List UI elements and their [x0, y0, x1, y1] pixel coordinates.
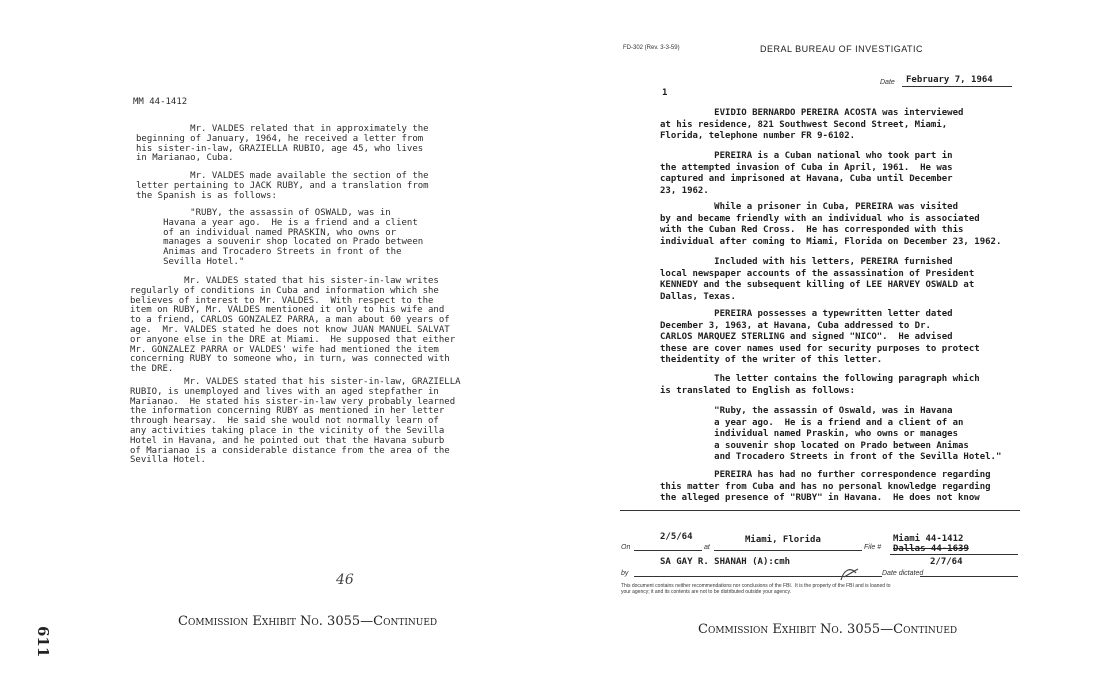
on-value: 2/5/64 [660, 532, 693, 542]
right-paragraph-8: PEREIRA has had no further correspondence regarding this matter from Cuba and has no personal knowledge regarding the alleged presence of "RUBY" in Havana. He does not know [660, 470, 991, 503]
fbi-disclaimer: This document contains neither recommendations nor conclusions of the FBI. It is the property of the FBI and is loaned to your agency; it and its contents are not to be distributed outside your agency. [621, 583, 891, 595]
date-dictated-underline [920, 576, 1018, 577]
right-quote-paragraph: "Ruby, the assassin of Oswald, was in Havana a year ago. He is a friend and a client of an individual named Praskin, who owns or manages a souvenir shop located on Prado between Animas and Trocadero Streets in front of the Sevilla Hotel." [714, 406, 1002, 462]
at-underline [714, 550, 862, 551]
at-label: at [704, 544, 710, 551]
right-paragraph-3: While a prisoner in Cuba, PEREIRA was visited by and became friendly with an individual who is associated with the Cuban Red Cross. He has corresponded with this individual after coming to Miami, Florida on December 23, 1962. [660, 202, 1002, 247]
left-paragraph-4: Mr. VALDES stated that his sister-in-law writes regularly of conditions in Cuba and information which she believes of interest to Mr. VALDES. With respect to the item on RUBY, Mr. VALDES mentioned it only to his wife and to a friend, CARLOS GONZALEZ PARRA, a man about 60 years of age. Mr. VALDES stated he does not know JUAN MANUEL SALVAT or anyone else in the DRE at Miami. He supposed that either Mr. GONZALEZ PARRA or VALDES' wife had mentioned the item concerning RUBY to someone who, in turn, was connected with the DRE. [130, 276, 456, 375]
by-value: SA GAY R. SHANAH (A):cmh [660, 557, 791, 567]
right-paragraph-2: PEREIRA is a Cuban national who took part in the attempted invasion of Cuba in April, 1961. He was captured and imprisoned at Havana, Cuba until December 23, 1962. [660, 151, 953, 196]
footer-top-rule [620, 510, 1020, 511]
right-paragraph-5: PEREIRA possesses a typewritten letter dated December 3, 1963, at Havana, Cuba addressed to Dr. CARLOS MARQUEZ STERLING and signed "NICO". He advised these are cover names used for security purposes to protect theidentity of the writer of this letter. [660, 309, 980, 365]
file-underline [890, 554, 1018, 555]
left-quote-paragraph: "RUBY, the assassin of OSWALD, was in Havana a year ago. He is a friend and a client of an individual named PRASKIN, who owns or manages a souvenir shop located on Prado between Animas and Trocadero Streets in front of the Sevilla Hotel." [163, 208, 424, 267]
right-paragraph-1: EVIDIO BERNARDO PEREIRA ACOSTA was interviewed at his residence, 821 Southwest Second Street, Miami, Florida, telephone number FR 9-6102. [660, 108, 964, 141]
date-dictated-label: Date dictated [882, 570, 924, 577]
on-underline [634, 550, 702, 551]
on-label: On [621, 544, 631, 551]
left-paragraph-1: Mr. VALDES related that in approximately the beginning of January, 1964, he received a letter from his sister-in-law, GRAZIELLA RUBIO, age 45, who lives in Marianao, Cuba. [136, 124, 429, 164]
handwritten-page-mark: 46 [336, 572, 354, 588]
left-paragraph-5: Mr. VALDES stated that his sister-in-law, GRAZIELLA RUBIO, is unemployed and lives with an aged stepfather in Marianao. He stated his sister-in-law very probably learned the information concerning RUBY as mentioned in her letter through hearsay. He said she would not normally learn of any activities taking place in the vicinity of the Sevilla Hotel in Havana, and he pointed out that the Havana suburb of Marianao is a considerable distance from the area of the Sevilla Hotel. [130, 377, 461, 466]
right-exhibit-caption: Commission Exhibit No. 3055—Continued [698, 622, 958, 637]
by-label: by [621, 570, 629, 577]
date-underline [902, 86, 1012, 87]
left-paragraph-2: Mr. VALDES made available the section of the letter pertaining to JACK RUBY, and a translation from the Spanish is as follows: [136, 171, 429, 201]
left-exhibit-caption: Commission Exhibit No. 3055—Continued [178, 614, 438, 629]
page-number: 1 [662, 88, 668, 98]
file-value-dallas: Dallas 44-1639 [893, 544, 969, 554]
date-value: February 7, 1964 [906, 75, 993, 85]
at-value: Miami, Florida [745, 535, 821, 545]
file-number: MM 44-1412 [133, 97, 188, 107]
file-value-miami: Miami 44-1412 [893, 534, 964, 544]
handwritten-initials-mark [838, 565, 862, 585]
file-label: File # [864, 544, 882, 551]
date-label: Date [880, 79, 895, 86]
form-number: FD-302 (Rev. 3-3-59) [623, 45, 680, 51]
margin-page-number: 611 [34, 626, 52, 658]
right-paragraph-4: Included with his letters, PEREIRA furnished local newspaper accounts of the assassination of President KENNEDY and the subsequent killing of LEE HARVEY OSWALD at Dallas, Texas. [660, 257, 975, 302]
date-dictated-value: 2/7/64 [930, 557, 963, 567]
right-paragraph-6: The letter contains the following paragraph which is translated to English as follows: [660, 374, 980, 396]
agency-header: DERAL BUREAU OF INVESTIGATIC [760, 44, 924, 54]
